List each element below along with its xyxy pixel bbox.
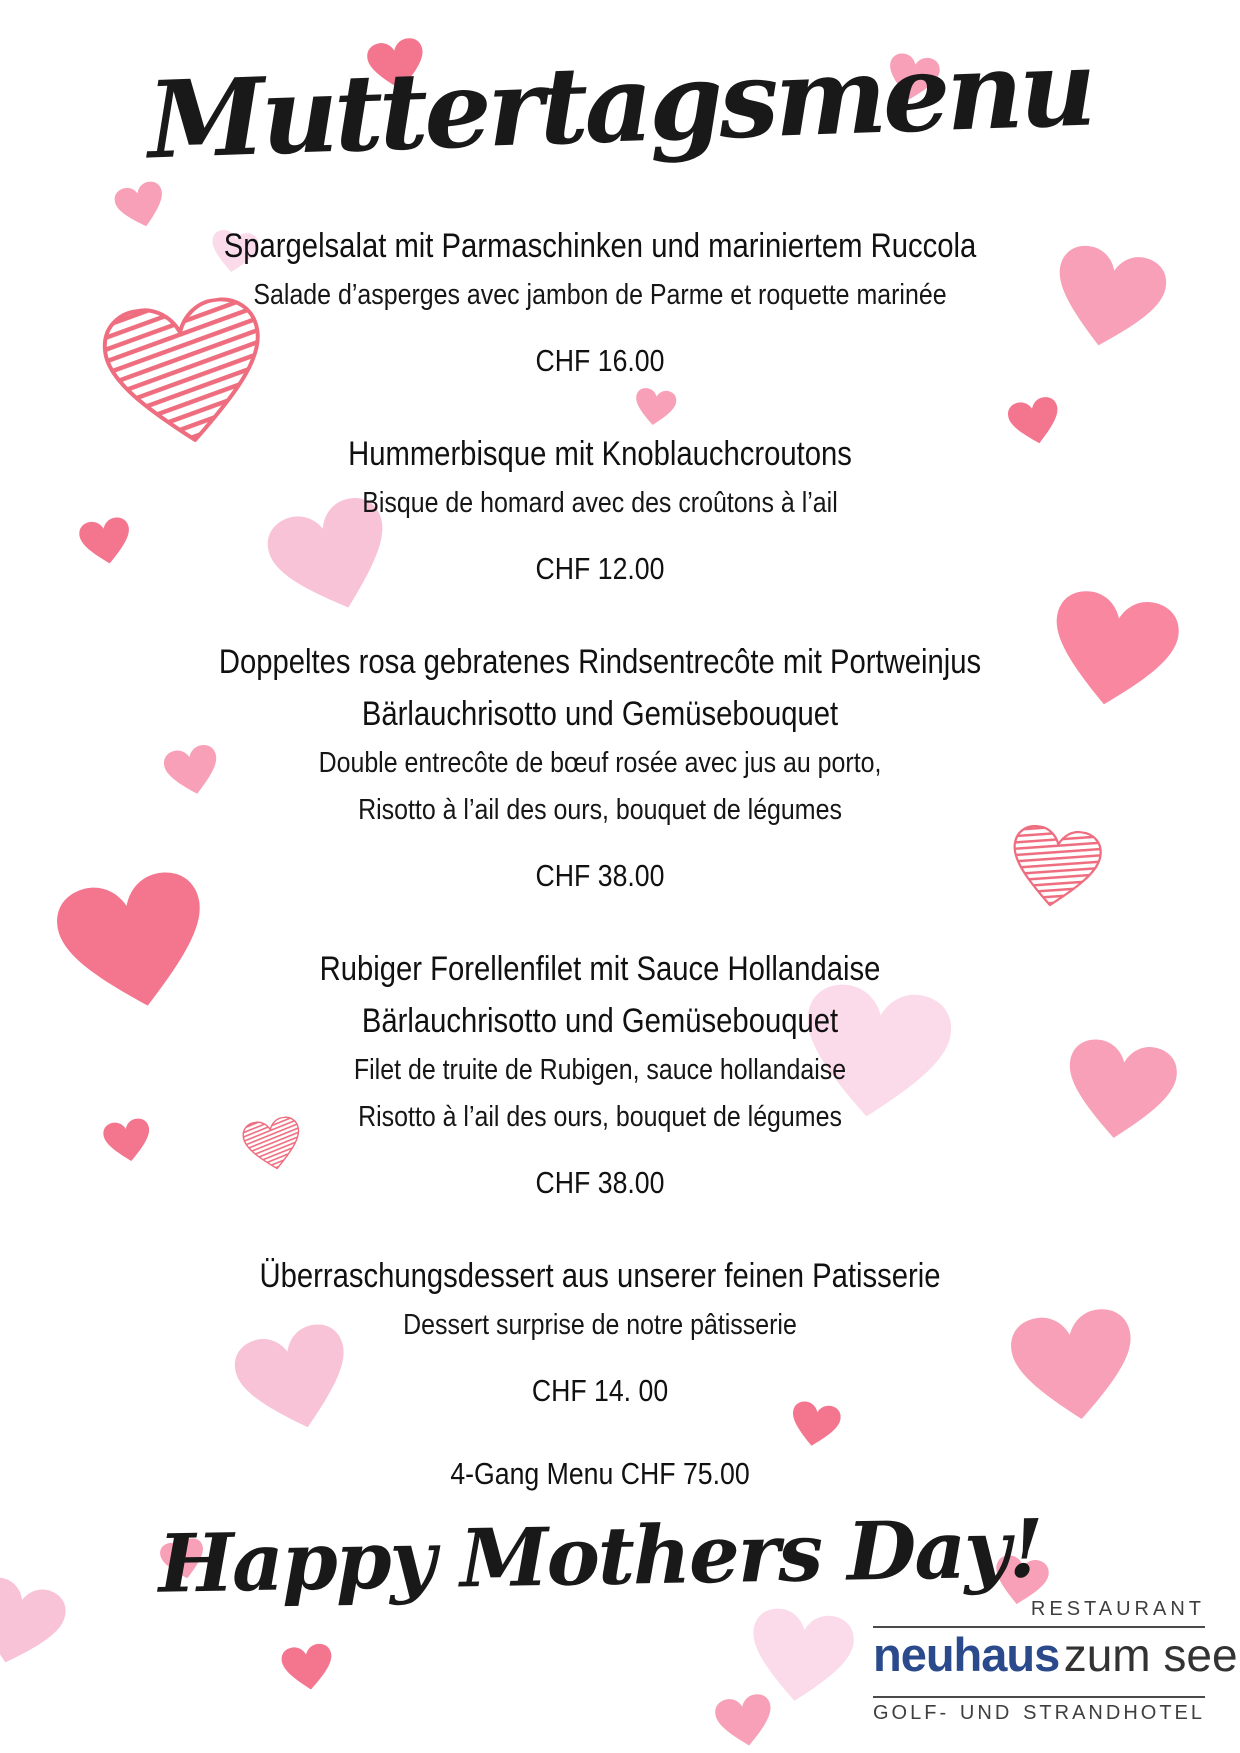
course-item bbox=[40, 428, 1160, 584]
course-desc-fr: Bisque de homard avec des croûtons à l’ail bbox=[362, 487, 838, 519]
course-list bbox=[40, 220, 1160, 1406]
heart-icon bbox=[712, 1691, 778, 1752]
course-price: CHF 12.00 bbox=[535, 551, 665, 586]
course-item bbox=[40, 636, 1160, 891]
logo-name-light: zum see bbox=[1063, 1629, 1238, 1681]
course-title-de: Hummerbisque mit Knoblauchcroutons bbox=[348, 435, 852, 473]
restaurant-logo bbox=[873, 1596, 1238, 1752]
logo-subtitle: GOLF- UND STRANDHOTEL bbox=[873, 1702, 1205, 1724]
course-desc-fr: Double entrecôte de bœuf rosée avec jus au porto, bbox=[318, 747, 882, 779]
course-desc-fr: Risotto à l’ail des ours, bouquet de légumes bbox=[358, 794, 842, 826]
menu-summary: 4-Gang Menu CHF 75.00 bbox=[450, 1456, 750, 1491]
course-title-de: Doppeltes rosa gebratenes Rindsentrecôte mit Portweinjus bbox=[218, 643, 982, 681]
course-desc-fr: Dessert surprise de notre pâtisserie bbox=[403, 1309, 797, 1341]
course-desc-fr: Filet de truite de Rubigen, sauce hollandaise bbox=[353, 1054, 847, 1086]
menu bbox=[40, 220, 1160, 1620]
course-title-de: Bärlauchrisotto und Gemüsebouquet bbox=[361, 1002, 839, 1040]
logo-name-bold: neuhaus bbox=[873, 1628, 1060, 1681]
course-desc-fr: Salade d’asperges avec jambon de Parme et roquette marinée bbox=[253, 279, 947, 311]
course-item bbox=[40, 1250, 1160, 1406]
header bbox=[40, 14, 1200, 194]
course-price: CHF 14. 00 bbox=[531, 1373, 669, 1408]
course-title-de: Rubiger Forellenfilet mit Sauce Hollandaise bbox=[319, 950, 881, 988]
course-price: CHF 38.00 bbox=[535, 858, 665, 893]
course-price: CHF 16.00 bbox=[535, 343, 665, 378]
course-title-de: Bärlauchrisotto und Gemüsebouquet bbox=[361, 695, 839, 733]
course-price: CHF 38.00 bbox=[535, 1165, 665, 1200]
course-title-de: Überraschungsdessert aus unserer feinen Patisserie bbox=[259, 1257, 941, 1295]
heart-icon bbox=[279, 1641, 337, 1695]
logo-restaurant-label: RESTAURANT bbox=[1030, 1598, 1205, 1620]
course-title-de: Spargelsalat mit Parmaschinken und mariniertem Ruccola bbox=[223, 227, 977, 265]
page-title: Muttertagsmenu bbox=[145, 24, 1095, 183]
logo-divider-bottom bbox=[873, 1696, 1205, 1698]
course-desc-fr: Risotto à l’ail des ours, bouquet de légumes bbox=[358, 1101, 842, 1133]
course-item bbox=[40, 943, 1160, 1198]
course-item bbox=[40, 220, 1160, 376]
closing-message: Happy Mothers Day! bbox=[157, 1501, 1043, 1611]
logo-name bbox=[873, 1628, 1238, 1692]
